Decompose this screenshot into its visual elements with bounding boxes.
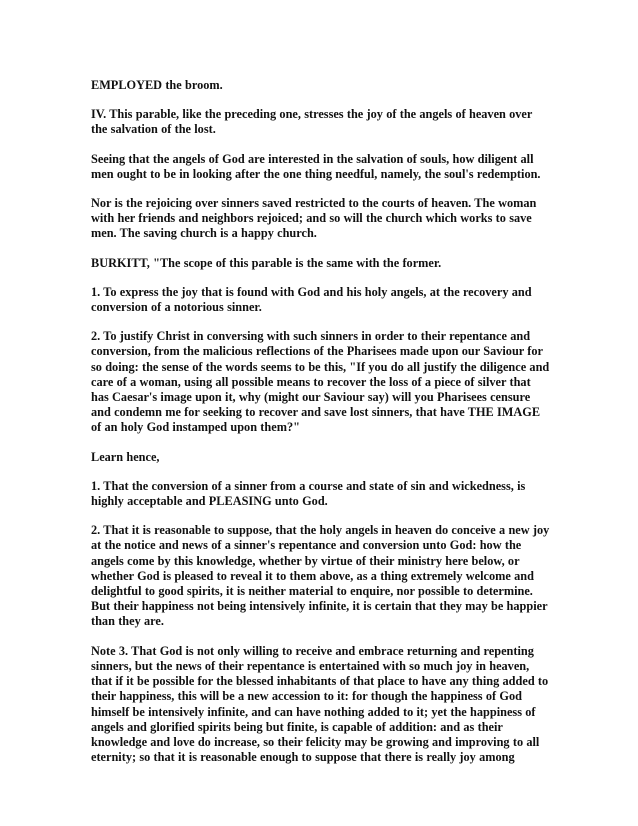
paragraph-learn-hence: Learn hence, <box>91 449 160 464</box>
paragraph-note-3: Note 3. That God is not only willing to receive and embrace returning and repenting sinners, but the news of their repentance is entertained with so much joy in heaven, that if it be possible for the blessed inhabitants of that place to have any thing added to their happiness, this will be a new accession to it: for though the happiness of God himself be intensively infinite, and can have nothing added to it; yet the happiness of angels and glorified spirits being but finite, is capable of addition: and as their knowledge and love do increase, so their felicity may be growing and improving to all eternity; so that it is reasonable enough to suppose that there is really joy among <box>91 643 549 765</box>
document-page <box>91 78 551 779</box>
paragraph-employed-broom: EMPLOYED the broom. <box>91 78 223 92</box>
paragraph-angels-interested: Seeing that the angels of God are interested in the salvation of souls, how diligent all men ought to be in looking after the one thing needful, namely, the soul's redemption. <box>91 151 541 181</box>
paragraph-rejoicing: Nor is the rejoicing over sinners saved restricted to the courts of heaven. The woman with her friends and neighbors rejoiced; and so will the church which works to save men. The saving church is a happy church. <box>91 196 537 241</box>
paragraph-iv-parable: IV. This parable, like the preceding one, stresses the joy of the angels of heaven over the salvation of the lost. <box>91 107 533 137</box>
paragraph-point-1-express-joy: 1. To express the joy that is found with God and his holy angels, at the recovery and conversion of a notorious sinner. <box>91 284 532 315</box>
paragraph-learn-2-angels-joy: 2. That it is reasonable to suppose, that the holy angels in heaven do conceive a new joy at the notice and news of a sinner's repentance and conversion unto God: how the angels come by this knowledge, whether by virtue of their ministry here below, or whether God is pleased to reveal it to them above, as a thing extremely welcome and delightful to good spirits, it is neither material to enquire, nor possible to determine. But their happiness not being intensively infinite, it is certain that they may be happier than they are. <box>91 523 550 629</box>
paragraph-learn-1-conversion: 1. That the conversion of a sinner from a course and state of sin and wickedness, is highly acceptable and PLEASING unto God. <box>91 478 526 509</box>
paragraph-burkitt: BURKITT, "The scope of this parable is the same with the former. <box>91 255 442 270</box>
paragraph-point-2-justify-christ: 2. To justify Christ in conversing with such sinners in order to their repentance and conversion, from the malicious reflections of the Pharisees made upon our Saviour for so doing: the sense of the words seems to be this, "If you do all justify the diligence and care of a woman, using all possible means to recover the loss of a piece of silver that has Caesar's image upon it, why (might our Saviour say) will you Pharisees censure and condemn me for seeking to recover and save lost sinners, that have THE IMAGE of an holy God instamped upon them?" <box>91 329 550 435</box>
